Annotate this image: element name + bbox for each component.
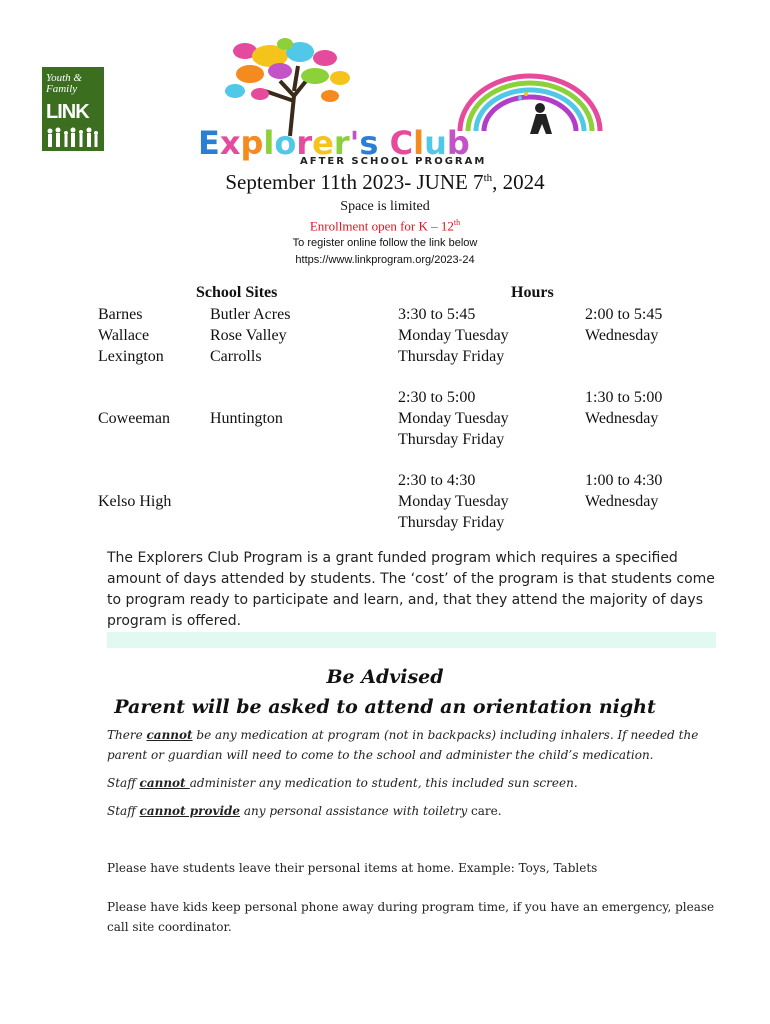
hours-group-1 bbox=[398, 304, 509, 367]
program-description: The Explorers Club Program is a grant funded program which requires a specified amount of days attended by students. The ‘cost’ of the program is that students come to program ready to participate and learn, and, that they attend the majority of days program is offered. bbox=[107, 550, 715, 629]
site-name: Rose Valley bbox=[210, 327, 287, 344]
staff-medication-note: Staff cannot administer any medication to student, this included sun screen. bbox=[107, 776, 578, 790]
program-dates: September 11th 2023- JUNE 7th, 2024 bbox=[225, 170, 545, 194]
be-advised-heading: Be Advised bbox=[326, 666, 444, 688]
site-group-2-mid bbox=[210, 408, 283, 429]
people-silhouette-icon bbox=[45, 127, 101, 149]
hours-header: Hours bbox=[511, 284, 554, 301]
club-title: Explorer's Club bbox=[198, 124, 470, 162]
hours-days: Wednesday bbox=[585, 493, 659, 510]
youth-family-link-logo bbox=[42, 67, 104, 151]
hours-time: 2:00 to 5:45 bbox=[585, 306, 663, 323]
site-name: Lexington bbox=[98, 348, 164, 365]
hours-time: 1:30 to 5:00 bbox=[585, 389, 663, 406]
school-sites-header: School Sites bbox=[196, 284, 278, 301]
logo-text-youth: Youth & Family bbox=[46, 72, 82, 95]
site-group-3-left bbox=[98, 491, 171, 512]
staff-toiletry-note: Staff cannot provide any personal assistance with toiletry care. bbox=[107, 804, 502, 818]
hours-group-3 bbox=[398, 470, 509, 533]
phone-note: Please have kids keep personal phone away during program time, if you have an emergency, please call site coordinator. bbox=[107, 900, 715, 934]
hours-group-2 bbox=[398, 387, 509, 450]
logo-text-link: LINK bbox=[46, 101, 89, 123]
hours-days: Monday Tuesday bbox=[398, 410, 509, 427]
register-instructions: To register online follow the link below bbox=[292, 237, 478, 249]
site-name: Wallace bbox=[98, 327, 150, 344]
enrollment-text: Enrollment open for K – 12th bbox=[309, 218, 461, 234]
highlight-bar bbox=[107, 632, 716, 648]
hours-time: 2:30 to 5:00 bbox=[398, 389, 476, 406]
site-name: Barnes bbox=[98, 306, 143, 323]
site-name: Coweeman bbox=[98, 410, 170, 427]
hours-days: Thursday Friday bbox=[398, 431, 505, 448]
site-name: Huntington bbox=[210, 410, 283, 427]
wednesday-hours-group-1 bbox=[585, 304, 662, 346]
hours-time: 3:30 to 5:45 bbox=[398, 306, 476, 323]
site-name: Carrolls bbox=[210, 348, 262, 365]
orientation-heading: Parent will be asked to attend an orientation night bbox=[114, 696, 656, 718]
site-name: Kelso High bbox=[98, 493, 172, 510]
hours-time: 2:30 to 4:30 bbox=[398, 472, 476, 489]
hours-days: Wednesday bbox=[585, 327, 659, 344]
site-group-2-left bbox=[98, 408, 170, 429]
register-link[interactable]: https://www.linkprogram.org/2023-24 bbox=[295, 254, 475, 266]
space-limited-text: Space is limited bbox=[340, 199, 430, 214]
hours-days: Thursday Friday bbox=[398, 514, 505, 531]
wednesday-hours-group-2 bbox=[585, 387, 662, 429]
explorers-club-logo bbox=[190, 36, 610, 168]
hours-days: Wednesday bbox=[585, 410, 659, 427]
hours-days: Monday Tuesday bbox=[398, 493, 509, 510]
personal-items-note: Please have students leave their personal items at home. Example: Toys, Tablets bbox=[107, 861, 598, 875]
medication-note: There cannot be any medication at program (not in backpacks) including inhalers. If needed the parent or guardian will need to come to the school and administer the child’s medication. bbox=[107, 728, 699, 762]
hours-days: Monday Tuesday bbox=[398, 327, 509, 344]
site-group-1-mid bbox=[210, 304, 290, 367]
wednesday-hours-group-3 bbox=[585, 470, 662, 512]
site-group-1-left bbox=[98, 304, 164, 367]
hours-time: 1:00 to 4:30 bbox=[585, 472, 663, 489]
club-subtitle: AFTER SCHOOL PROGRAM bbox=[300, 156, 487, 167]
site-name: Butler Acres bbox=[210, 306, 291, 323]
hours-days: Thursday Friday bbox=[398, 348, 505, 365]
